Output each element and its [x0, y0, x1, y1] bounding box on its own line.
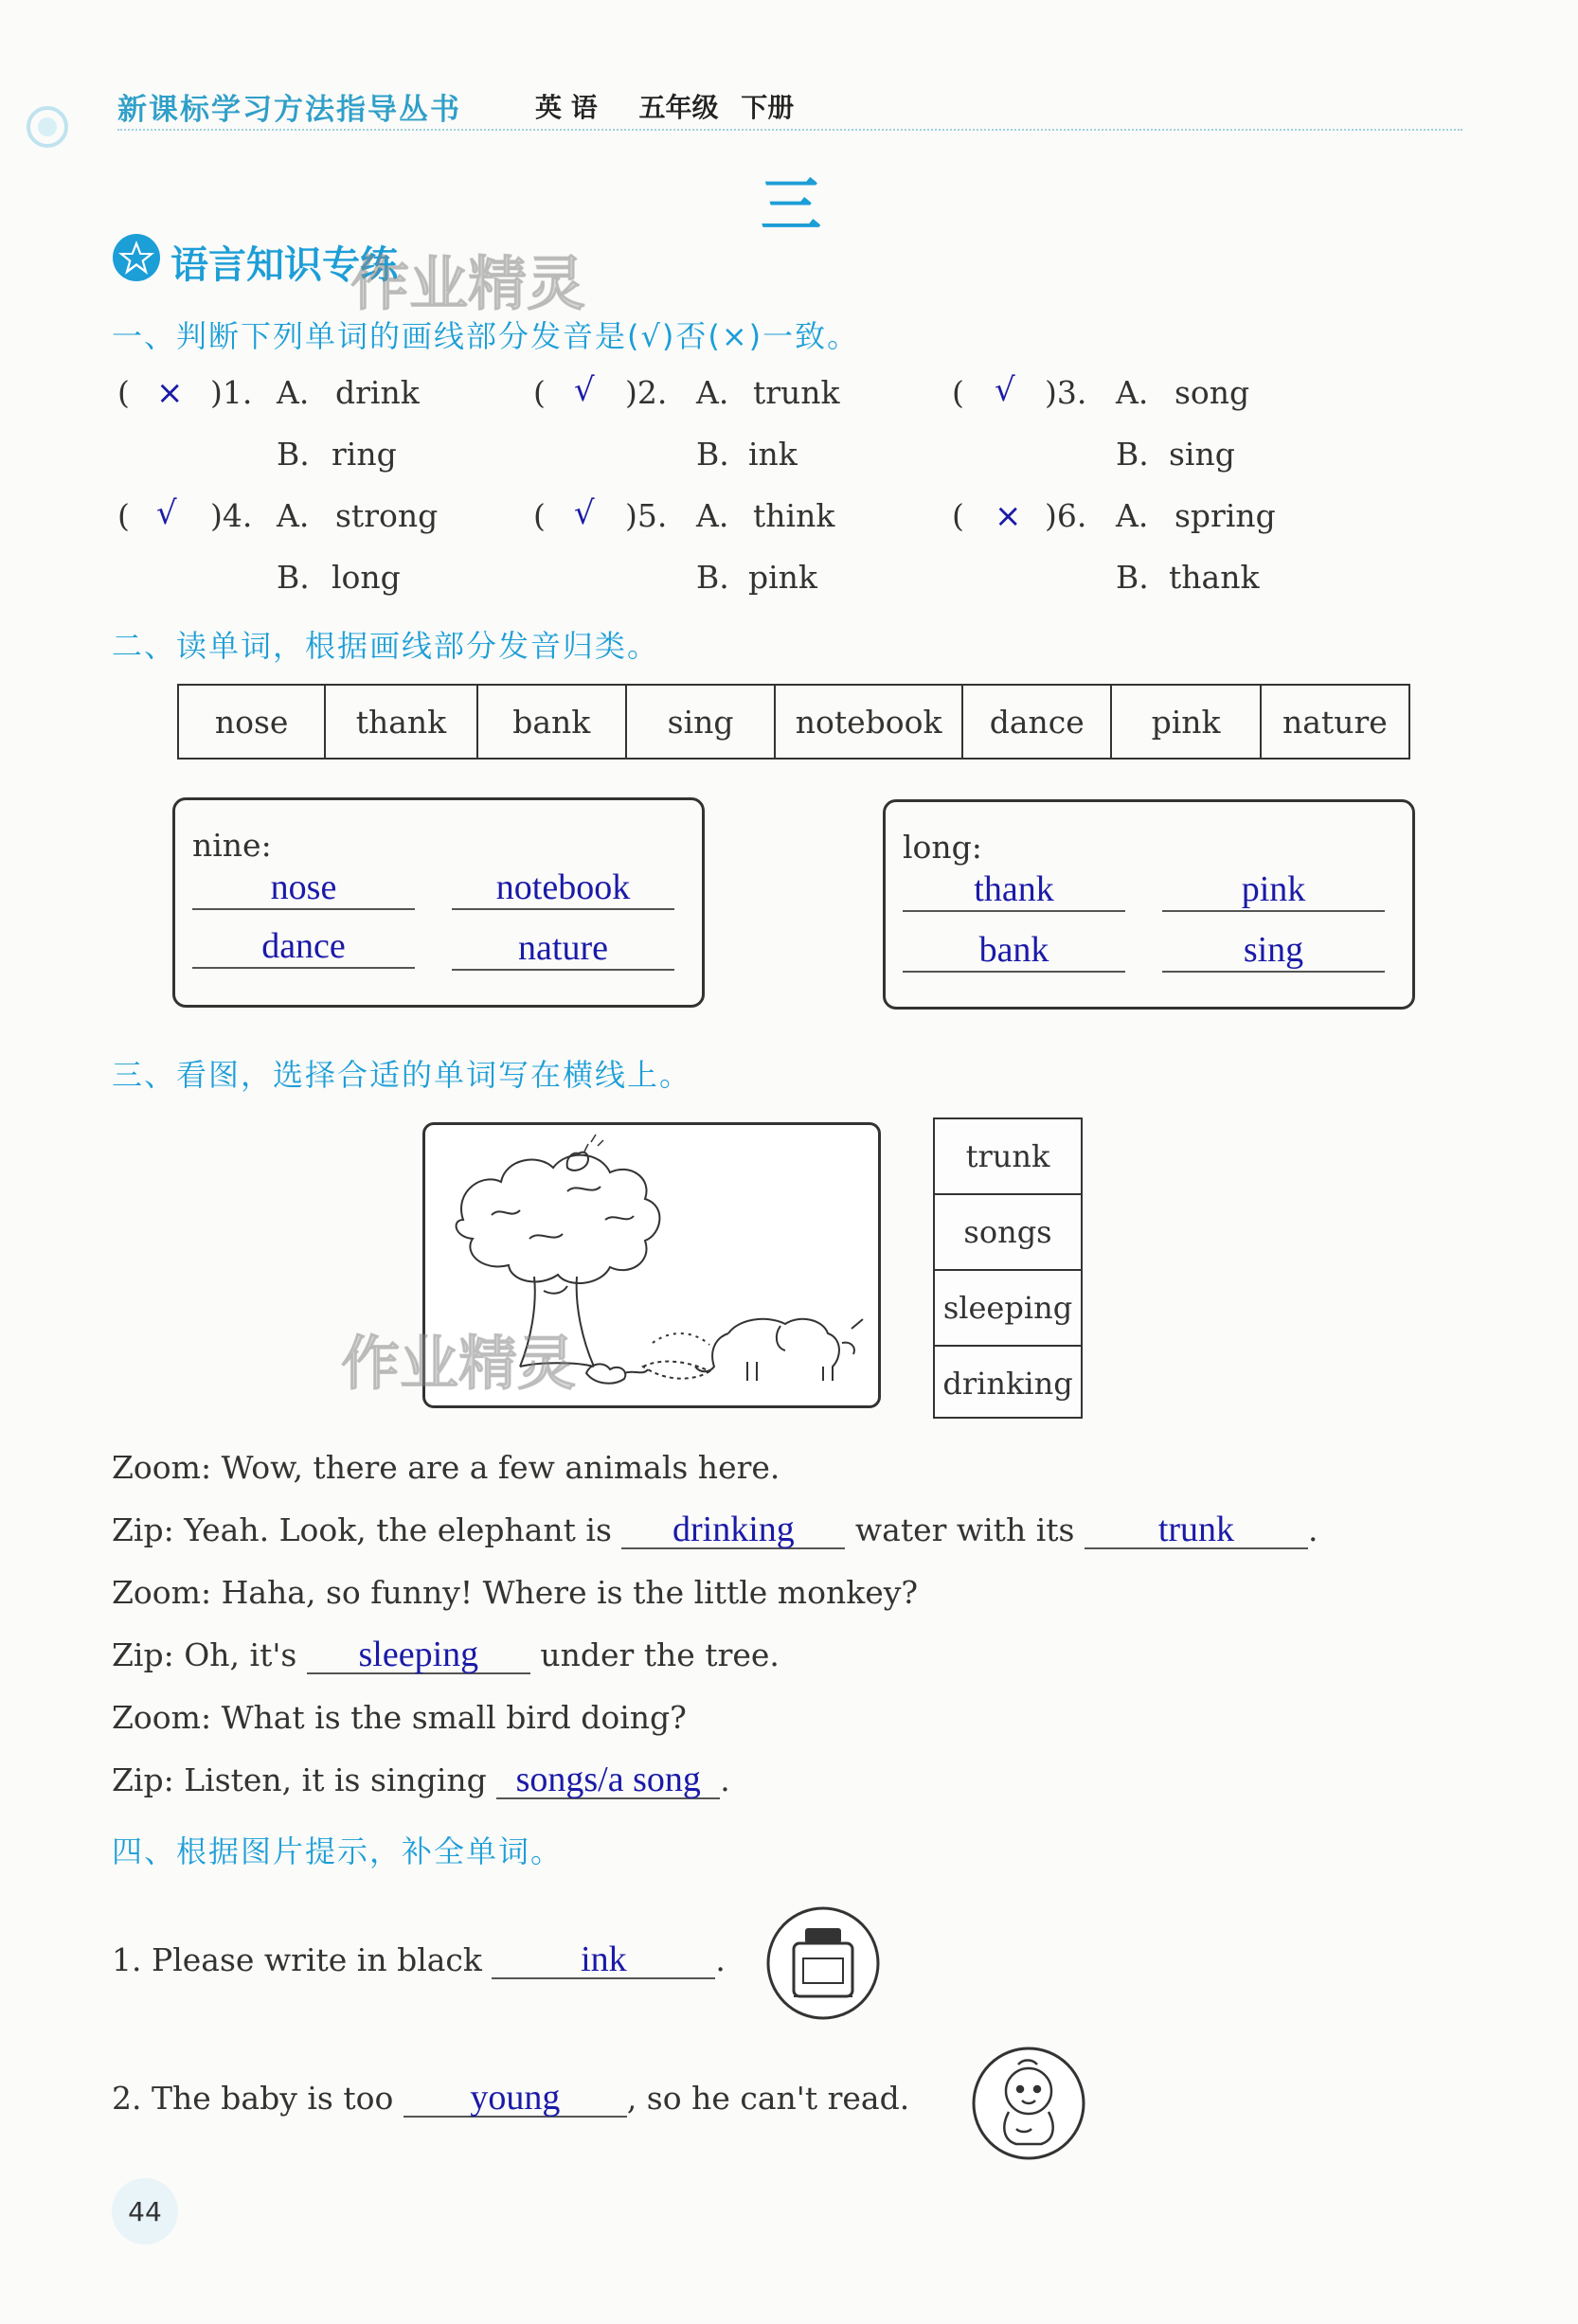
q1-item-6-a: A.	[1116, 497, 1149, 534]
q1-item-6-a-word: spring	[1175, 497, 1276, 534]
q1-item-2-num: )2.	[625, 374, 668, 411]
q1-item-4-b-word: long	[332, 559, 401, 596]
q3-line-6-pre: Listen, it is singing	[184, 1761, 487, 1798]
star-icon	[112, 233, 161, 282]
q2-word-1: nose	[179, 686, 326, 758]
q2-nine-blank-4[interactable]	[452, 927, 674, 971]
q2-long-blank-2[interactable]	[1162, 868, 1385, 912]
q1-item-2-mark: √	[574, 371, 595, 409]
q4-blank-young[interactable]: young	[403, 2080, 627, 2118]
q3-line-3-text: Haha, so funny! Where is the little monkey?	[221, 1574, 919, 1611]
q2-word-2: thank	[326, 686, 477, 758]
q2-box-long	[883, 799, 1415, 1010]
q1-item-1-num: )1.	[210, 374, 253, 411]
q2-long-blank-4[interactable]	[1162, 929, 1385, 973]
q3-line-4-post: under the tree.	[540, 1636, 780, 1673]
q2-word-4: sing	[627, 686, 776, 758]
q2-word-table	[177, 684, 1410, 760]
q2-nine-blank-3[interactable]	[192, 925, 415, 969]
q1-item-3-bracket: (	[952, 374, 964, 411]
q3-title: 三、看图，选择合适的单词写在横线上。	[112, 1057, 692, 1093]
q1-item-6-b: B.	[1116, 559, 1149, 596]
q3-line-4-speaker: Zip:	[112, 1636, 174, 1673]
series-title: 新课标学习方法指导丛书	[117, 93, 461, 127]
q3-blank-drinking[interactable]: drinking	[621, 1511, 845, 1549]
q2-word-5: notebook	[776, 686, 963, 758]
q1-item-4-mark: √	[156, 494, 177, 532]
q3-word-songs: songs	[935, 1195, 1081, 1271]
q1-item-5-mark: √	[574, 494, 595, 532]
q2-word-7: pink	[1112, 686, 1261, 758]
grade-label: 五年级	[638, 92, 719, 123]
q1-item-1-a-word: drink	[335, 374, 420, 411]
q1-item-5-bracket: (	[533, 497, 546, 534]
q1-item-4-a: A.	[277, 497, 310, 534]
q4-title: 四、根据图片提示，补全单词。	[112, 1833, 564, 1869]
q2-nine-answer-3: dance	[261, 926, 346, 966]
q2-nine-blank-2[interactable]	[452, 867, 674, 910]
q1-title: 一、判断下列单词的画线部分发音是(√)否(×)一致。	[112, 318, 860, 354]
q3-line-5-text: What is the small bird doing?	[221, 1699, 687, 1736]
q3-blank-songs[interactable]: songs/a song	[496, 1761, 720, 1799]
q1-item-1-bracket: (	[117, 374, 130, 411]
q3-word-drinking: drinking	[942, 1366, 1073, 1402]
q3-word-box	[933, 1117, 1083, 1419]
q1-item-3-b: B.	[1116, 436, 1149, 473]
q3-line-6-post: .	[720, 1761, 730, 1798]
q3-line-6-speaker: Zip:	[112, 1761, 174, 1798]
q3-line-2-pre: Yeah. Look, the elephant is	[184, 1511, 612, 1548]
q4-item-1	[112, 1941, 726, 1979]
q1-item-6-num: )6.	[1045, 497, 1087, 534]
q3-line-4-pre: Oh, it's	[184, 1636, 297, 1673]
q2-box-long-label: long:	[903, 829, 982, 866]
q2-long-blank-1[interactable]	[903, 868, 1125, 912]
q2-title: 二、读单词，根据画线部分发音归类。	[112, 628, 660, 664]
q4-item-1-pre: Please write in black	[152, 1941, 482, 1978]
page-number: 44	[112, 2178, 178, 2244]
unit-number: 三	[761, 171, 821, 241]
q1-item-4-num: )4.	[210, 497, 253, 534]
q3-line-1-speaker: Zoom:	[112, 1449, 212, 1486]
q3-line-6	[112, 1761, 730, 1799]
q3-line-2	[112, 1511, 1318, 1549]
q3-line-3-speaker: Zoom:	[112, 1574, 212, 1611]
q1-item-3-num: )3.	[1045, 374, 1087, 411]
q1-item-2-bracket: (	[533, 374, 546, 411]
q2-long-blank-3[interactable]	[903, 929, 1125, 973]
q1-item-6-bracket: (	[952, 497, 964, 534]
q1-item-3-a-word: song	[1175, 374, 1250, 411]
q2-word-3: bank	[478, 686, 627, 758]
q3-word-sleeping: sleeping	[935, 1271, 1081, 1347]
section-title: 语言知识专练	[170, 242, 398, 287]
q4-item-1-num: 1.	[112, 1941, 142, 1978]
header-meta	[535, 87, 826, 125]
baby-icon	[971, 2046, 1086, 2161]
q3-line-3	[112, 1574, 918, 1611]
q1-item-2-b-word: ink	[748, 436, 798, 473]
q1-item-5-a: A.	[696, 497, 729, 534]
q2-long-answer-3: bank	[978, 930, 1049, 970]
ink-bottle-icon	[765, 1905, 881, 2021]
q1-item-3-mark: √	[995, 371, 1015, 409]
q1-item-2-b: B.	[696, 436, 729, 473]
q4-blank-ink[interactable]: ink	[492, 1941, 715, 1979]
q4-item-2-num: 2.	[112, 2080, 142, 2117]
q1-item-4-b: B.	[277, 559, 310, 596]
q1-item-1-mark: ×	[156, 374, 184, 412]
q1-item-1-b-word: ring	[332, 436, 397, 473]
q1-item-4-a-word: strong	[335, 497, 439, 534]
q3-line-1	[112, 1449, 780, 1486]
q3-line-5-speaker: Zoom:	[112, 1699, 212, 1736]
q3-blank-sleeping[interactable]: sleeping	[307, 1636, 530, 1674]
q2-word-6: dance	[963, 686, 1112, 758]
volume-label: 下册	[741, 92, 795, 123]
q1-item-3-b-word: sing	[1169, 436, 1235, 473]
q3-line-2-post: .	[1307, 1511, 1318, 1548]
q3-line-4	[112, 1636, 780, 1674]
q3-blank-trunk[interactable]: trunk	[1085, 1511, 1308, 1549]
q1-item-3-a: A.	[1116, 374, 1149, 411]
q4-item-2	[112, 2080, 909, 2118]
q1-item-2-a-word: trunk	[753, 374, 840, 411]
subject-label: 英 语	[535, 92, 598, 123]
q2-long-answer-2: pink	[1241, 869, 1306, 909]
q1-item-6-mark: ×	[995, 497, 1022, 535]
q1-item-1-b: B.	[277, 436, 310, 473]
q1-item-5-b: B.	[696, 559, 729, 596]
q2-long-answer-4: sing	[1243, 930, 1304, 970]
q3-word-trunk: trunk	[935, 1119, 1081, 1195]
q1-item-5-a-word: think	[753, 497, 835, 534]
watermark-middle: 作业精灵	[341, 1329, 577, 1398]
q1-item-5-num: )5.	[625, 497, 668, 534]
q3-line-2-speaker: Zip:	[112, 1511, 174, 1548]
q2-box-nine	[172, 797, 705, 1008]
q4-item-1-post: .	[715, 1941, 726, 1978]
q2-long-answer-1: thank	[974, 869, 1054, 909]
header-decoration-icon	[27, 106, 68, 148]
q2-nine-blank-1[interactable]	[192, 867, 415, 910]
q2-nine-answer-1: nose	[270, 867, 337, 907]
q2-nine-answer-4: nature	[518, 928, 608, 968]
q1-item-1-a: A.	[277, 374, 310, 411]
q1-item-4-bracket: (	[117, 497, 130, 534]
q1-item-6-b-word: thank	[1169, 559, 1260, 596]
q1-item-5-b-word: pink	[748, 559, 817, 596]
q4-item-2-pre: The baby is too	[152, 2080, 394, 2117]
q4-item-2-post: , so he can't read.	[626, 2080, 910, 2117]
q3-line-1-text: Wow, there are a few animals here.	[221, 1449, 780, 1486]
q3-line-5	[112, 1699, 687, 1736]
watermark-top: 作业精灵	[350, 249, 586, 318]
q3-line-2-mid: water with its	[854, 1511, 1075, 1548]
q2-box-nine-label: nine:	[192, 827, 272, 864]
header-divider	[117, 129, 1462, 131]
q1-item-2-a: A.	[696, 374, 729, 411]
q2-nine-answer-2: notebook	[495, 867, 631, 907]
q2-word-8: nature	[1282, 703, 1388, 741]
